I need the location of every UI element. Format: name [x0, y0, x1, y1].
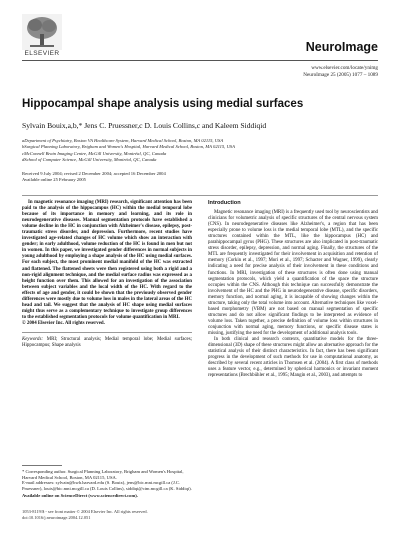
keywords [22, 337, 192, 349]
doi-block [22, 509, 192, 520]
intro-paragraph: In both clinical and research contexts, quantitative models for the three-dimensional (3D) shape of these structures might allow an alternative approach for the statistical analysis of their distinct characteristics. In fact, there has been significant progress in the development of such methods for use in computational anatomy, as described by several recent articles in Thomsen et al. (2004). A first class of methods uses a feature vector, e.g., determined by spherical harmonics or invariant moment representations (Brechbühler et al., 1995; Mangin et al., 2003), and attempts to [208, 337, 378, 379]
received-date: Received 9 July 2004; revised 2 December 2004; accepted 16 December 2004 [22, 171, 166, 176]
footnote-rule [22, 465, 62, 466]
article-title: Hippocampal shape analysis using medial surfaces [22, 98, 304, 110]
tree-logo-icon [22, 14, 62, 50]
journal-url[interactable]: www.elsevier.com/locate/ynimg [311, 65, 378, 71]
elsevier-logo [22, 14, 62, 60]
author-list: Sylvain Bouix,a,b,* Jens C. Pruessner,c D. Louis Collins,c and Kaleem Siddiqid [22, 121, 267, 130]
journal-citation: NeuroImage 25 (2005) 1077 – 1089 [303, 72, 378, 78]
affiliations [22, 138, 378, 164]
keywords-text: MRI; Structural analysis; Medial temporal lobe; Medial surfaces; Hippocampus; Shape analysis [22, 336, 192, 349]
abstract-copyright: © 2004 Elsevier Inc. All rights reserved. [22, 320, 105, 326]
journal-name: NeuroImage [305, 40, 378, 54]
email-addresses: E-mail addresses: sylvain@bwh.harvard.edu (S. Bouix), jens@bic.mni.mcgill.ca (J.C. Pruessner), louis@bic.mni.mcgill.ca (D. Louis Collins), siddiqi@cim.mcgill.ca (K. Siddiqi). [22, 480, 192, 492]
article-dates [22, 171, 378, 184]
affiliation-item: cMcConnell Brain Imaging Centre, McGill University, Montréal, QC, Canada [22, 150, 167, 156]
footnotes [22, 465, 192, 499]
corresponding-author-note: * Corresponding author. Surgical Planning Laboratory, Brigham and Women's Hospital, Harvard Medical School, Boston, MA 02115, USA. [22, 469, 184, 480]
header-rule [22, 60, 378, 61]
affiliation-item: dSchool of Computer Science, McGill University, Montréal, QC, Canada [22, 157, 157, 163]
keywords-label: Keywords: [22, 336, 44, 342]
affiliation-item: aDepartment of Psychiatry, Boston VA Healthcare System, Harvard Medical School, Boston, MA 02115, USA [22, 138, 224, 143]
abstract-text: In magnetic resonance imaging (MRI) research, significant attention has been paid to the analysis of the hippocampus (HC) within the medial temporal lobe because of its importance in memory and learning, and its role in neurodegenerative diseases. Manual segmentation protocols have established a volume decline in the HC in conjunction with Alzheimer's disease, epilepsy, post-traumatic stress disorder, and depression. Furthermore, recent studies have investigated age-related changes of HC volume which show an interaction with gender; in early adulthood, volume reduction of the HC is found in men but not in women. In this paper, we investigated gender differences in normal subjects in young adulthood by employing a shape analysis of the HC using medial surfaces. For each subject, the most prominent medial manifold of the HC was extracted and flattened. The flattened sheets were then registered using both a rigid and a non-rigid alignment technique, and the medial surface radius was expressed as a height function over them. This allowed for an investigation of the association between subject variables and the local width of the HC. With regard to the effects of age and gender, it could be shown that the previously observed gender differences were mostly due to volume loss in males in the lateral areas of the HC head and tail. We suggest that the analysis of HC shape using medial surfaces might thus serve as a complementary technique to investigate group differences to the established segmentation protocols for volume quantification in MRI. [22, 200, 192, 320]
online-availability: Available online on ScienceDirect (www.sciencedirect.com). [22, 492, 138, 498]
issn-line: 1053-8119/$ - see front matter © 2004 Elsevier Inc. All rights reserved. [22, 509, 148, 514]
section-divider [22, 195, 378, 196]
intro-paragraph: Magnetic resonance imaging (MRI) is a frequently used tool by neuroscientists and clinicians for volumetric analysis of specific structures of the central nervous system (CNS). In neurodegenerative diseases like Alzheimer's, a region that has been especially prone to volume loss is the medial temporal lobe (MTL), and the specific structures contained within the MTL, like the hippocampus (HC) and parahippocampal gyrus (PHG). These structures are also implicated in post-traumatic stress disorder, epilepsy, depression, and normal aging. Finally, the structures of the MTL are frequently investigated for their involvement in acquisition and retention of memory (Corkin et al., 1997; Mori et al., 1997; Schacter and Wagner, 1999), clearly indicating a need for precise analysis of their involvement in these conditions and functions. In MRI, investigation of these structures is often done using manual segmentation protocols, which yield a quantification of the space the structure occupies within the CNS. Although this technique can successfully demonstrate the involvement of the HC and the PHG in neurodegenerative disease, specific disorders, memory function, and normal aging, it is incapable of showing changes within the structure, taking only the total volume into account. Alternative techniques like voxel-based morphometry (VBM) are not based on manual segmentation of specific structures and do not allow significant findings to be interpreted as evidence of volume loss. Taken together, a precise definition of volume loss within structures in conjunction with normal aging, memory functions, or specific disease states is missing, justifying the need for the development of additional analysis tools. [208, 210, 378, 336]
intro-heading: Introduction [208, 200, 241, 206]
publisher-wordmark: ELSEVIER [24, 50, 60, 57]
affiliation-item: bSurgical Planning Laboratory, Brigham and Women's Hospital, Harvard Medical School, Boston, MA 02115, USA [22, 144, 235, 150]
left-column [22, 200, 192, 349]
online-date: Available online 25 February 2005 [22, 177, 86, 183]
keywords-divider [22, 332, 192, 333]
right-column [208, 200, 378, 379]
journal-header [22, 14, 378, 92]
doi-line[interactable]: doi:10.1016/j.neuroimage.2004.12.051 [22, 514, 91, 520]
abstract [22, 200, 192, 327]
